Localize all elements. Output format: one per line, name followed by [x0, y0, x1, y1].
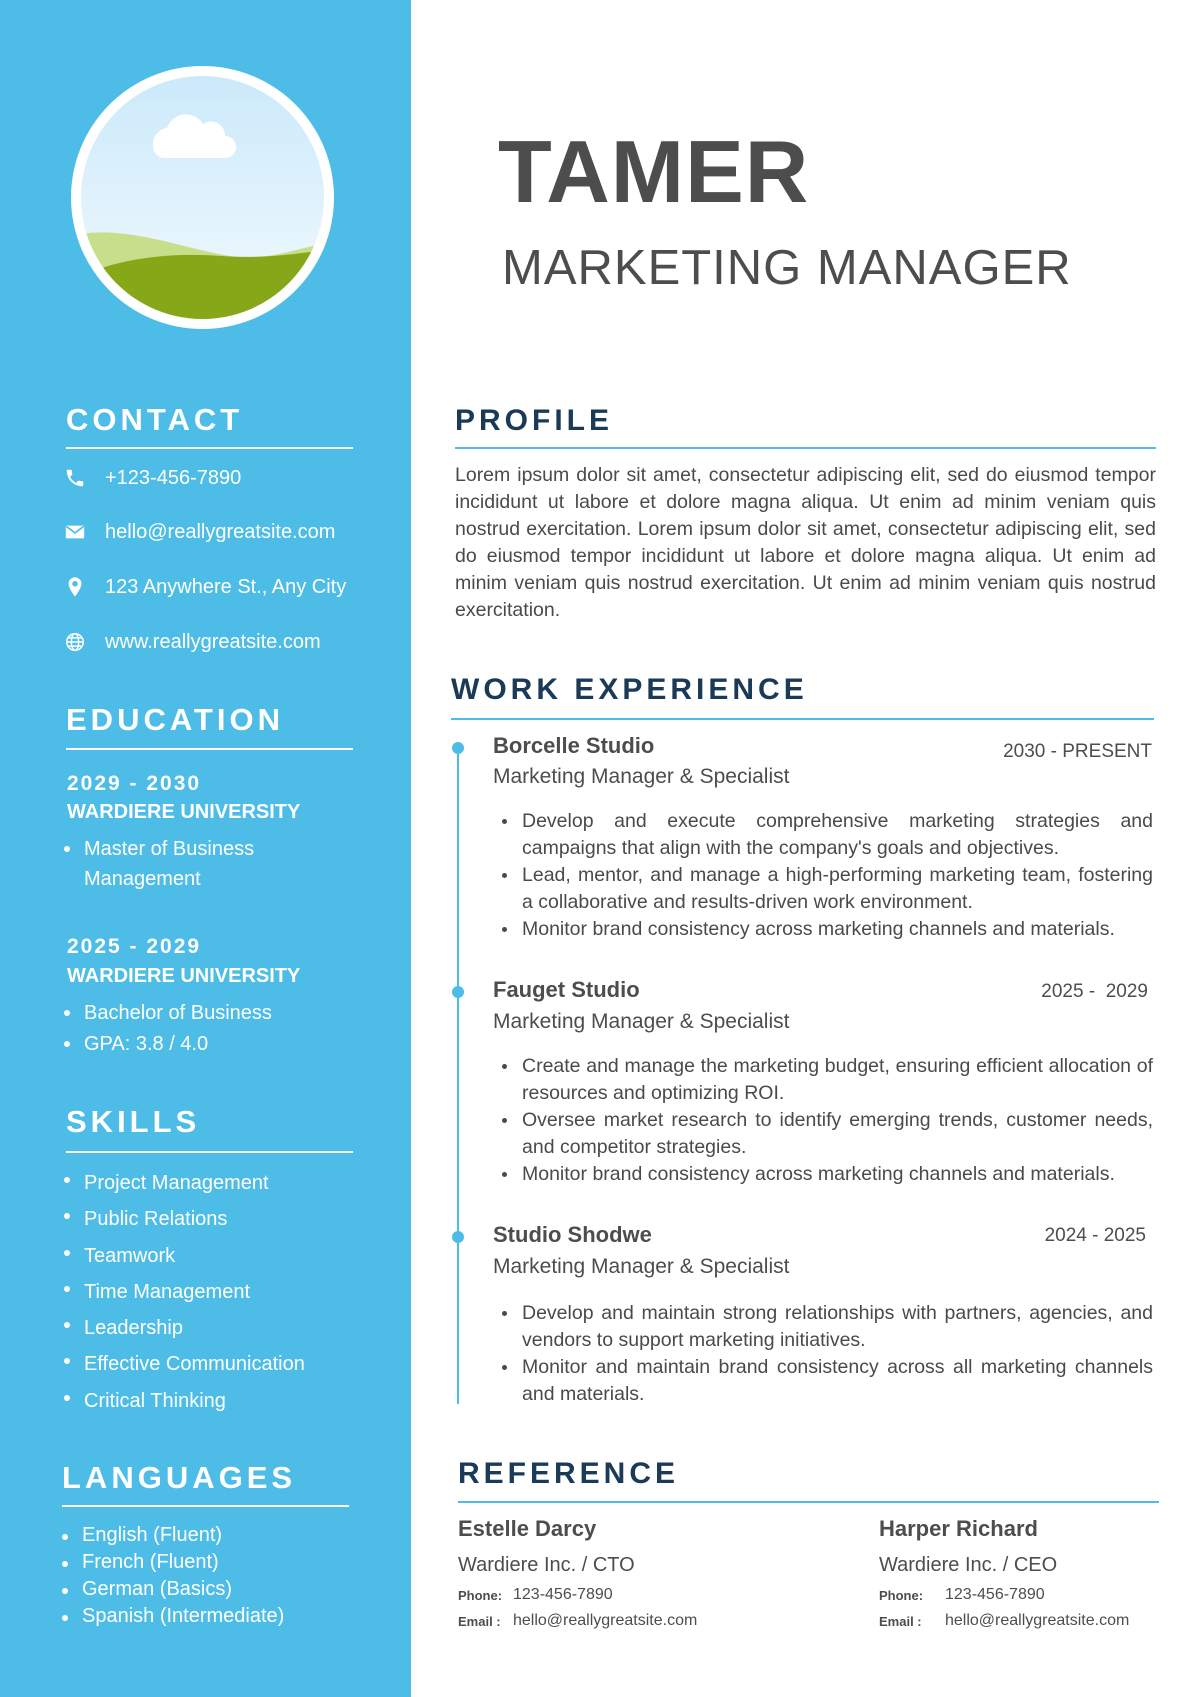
job-2-dates: 2025 - 2029: [1041, 981, 1148, 1002]
contact-address: [64, 572, 346, 602]
education-2-list: [64, 998, 344, 1060]
list-item: Public Relations: [64, 1201, 364, 1237]
person-name: TAMER: [498, 122, 810, 221]
reference-1-phone[interactable]: 123-456-7890: [513, 1586, 613, 1603]
list-item: Critical Thinking: [64, 1383, 364, 1419]
list-item: Monitor brand consistency across marketing channels and materials.: [502, 916, 1153, 943]
list-item: Spanish (Intermediate): [62, 1603, 362, 1630]
list-item: Project Management: [64, 1165, 364, 1201]
job-1-bullets: [502, 808, 1153, 943]
contact-website: [64, 627, 321, 657]
contact-address-text: 123 Anywhere St., Any City: [105, 575, 347, 598]
list-item: Time Management: [64, 1274, 364, 1310]
profile-text: Lorem ipsum dolor sit amet, consectetur adipiscing elit, sed do eiusmod tempor incididunt ut labore et dolore magna aliqua. Ut enim ad minim veniam quis nostrud exercitation. Lorem ipsum dolor sit amet, consectetur adipiscing elit, sed do eiusmod tempor incididunt ut labore et dolore magna aliqua. Ut enim ad minim veniam quis nostrud exercitation. Ut enim ad minim veniam quis nostrud exercitation.: [455, 464, 1156, 621]
list-item: English (Fluent): [62, 1522, 362, 1549]
job-2-bullets: [502, 1053, 1153, 1188]
profile-divider: [455, 447, 1156, 449]
map-pin-icon: [64, 576, 86, 598]
reference-2-name: Harper Richard: [879, 1516, 1038, 1541]
list-item: Master of Business Management: [64, 834, 314, 894]
education-divider: [66, 748, 353, 750]
list-item: Effective Communication: [64, 1346, 364, 1382]
reference-1-email[interactable]: hello@reallygreatsite.com: [513, 1612, 698, 1629]
job-2-company: Fauget Studio: [493, 977, 640, 1002]
job-3-dates: 2024 - 2025: [1044, 1225, 1146, 1246]
timeline-dot: [452, 1231, 464, 1243]
job-3-company: Studio Shodwe: [493, 1222, 652, 1247]
contact-divider: [66, 447, 353, 449]
reference-1-name: Estelle Darcy: [458, 1516, 597, 1541]
reference-1-company: Wardiere Inc. / CTO: [458, 1554, 635, 1576]
phone-icon: [64, 467, 86, 489]
contact-phone: [64, 463, 241, 493]
education-2-years: 2025 - 2029: [67, 935, 202, 958]
list-item: Monitor and maintain brand consistency across all marketing channels and materials.: [502, 1354, 1153, 1408]
job-3-title: Marketing Manager & Specialist: [493, 1255, 790, 1278]
timeline-dot: [452, 986, 464, 998]
languages-divider: [62, 1505, 349, 1507]
contact-website-text[interactable]: www.reallygreatsite.com: [105, 630, 321, 653]
contact-email: [64, 517, 335, 547]
list-item: Monitor brand consistency across marketing channels and materials.: [502, 1161, 1153, 1188]
reference-2-company: Wardiere Inc. / CEO: [879, 1554, 1058, 1576]
education-1-list: [64, 834, 314, 894]
reference-2-phone[interactable]: 123-456-7890: [945, 1586, 1045, 1603]
languages-list: [62, 1522, 362, 1630]
reference-1-phone-label: Phone:: [458, 1588, 503, 1603]
list-item: Develop and execute comprehensive marketing strategies and campaigns that align with the company's goals and objectives.: [502, 808, 1153, 862]
job-3-bullets: [502, 1300, 1153, 1408]
globe-icon: [64, 631, 86, 653]
work-experience-divider: [451, 718, 1154, 720]
job-1-dates: 2030 - PRESENT: [1003, 741, 1152, 762]
experience-timeline: [457, 748, 459, 1404]
education-heading: EDUCATION: [66, 702, 284, 737]
list-item: Leadership: [64, 1310, 364, 1346]
list-item: French (Fluent): [62, 1549, 362, 1576]
sidebar: [0, 0, 411, 1697]
list-item: Teamwork: [64, 1238, 364, 1274]
list-item: Bachelor of Business: [64, 998, 344, 1029]
timeline-dot: [452, 742, 464, 754]
contact-email-text[interactable]: hello@reallygreatsite.com: [105, 520, 336, 543]
list-item: Develop and maintain strong relationships with partners, agencies, and vendors to support marketing initiatives.: [502, 1300, 1153, 1354]
envelope-icon: [64, 521, 86, 543]
contact-heading: CONTACT: [66, 402, 244, 437]
skills-heading: SKILLS: [66, 1104, 201, 1139]
skills-divider: [66, 1151, 353, 1153]
job-1-company: Borcelle Studio: [493, 733, 655, 758]
landscape-placeholder-icon: [81, 76, 324, 319]
profile-heading: PROFILE: [455, 404, 614, 437]
education-2-university: WARDIERE UNIVERSITY: [67, 965, 301, 987]
reference-1-email-label: Email :: [458, 1614, 501, 1629]
contact-phone-text[interactable]: +123-456-7890: [105, 466, 242, 489]
job-2-title: Marketing Manager & Specialist: [493, 1010, 790, 1033]
skills-list: [64, 1165, 364, 1419]
job-1-title: Marketing Manager & Specialist: [493, 765, 790, 788]
languages-heading: LANGUAGES: [62, 1460, 297, 1495]
list-item: Create and manage the marketing budget, ensuring efficient allocation of resources and optimizing ROI.: [502, 1053, 1153, 1107]
list-item: German (Basics): [62, 1576, 362, 1603]
education-1-university: WARDIERE UNIVERSITY: [67, 801, 301, 823]
work-experience-heading: WORK EXPERIENCE: [451, 673, 808, 706]
reference-divider: [458, 1501, 1159, 1503]
reference-2-phone-label: Phone:: [879, 1588, 924, 1603]
person-role: MARKETING MANAGER: [502, 241, 1072, 295]
list-item: GPA: 3.8 / 4.0: [64, 1029, 344, 1060]
reference-2-email[interactable]: hello@reallygreatsite.com: [945, 1612, 1130, 1629]
education-1-years: 2029 - 2030: [67, 772, 202, 795]
reference-heading: REFERENCE: [458, 1457, 680, 1490]
reference-2-email-label: Email :: [879, 1614, 922, 1629]
list-item: Oversee market research to identify emerging trends, customer needs, and competitor strategies.: [502, 1107, 1153, 1161]
profile-photo: [71, 66, 334, 329]
list-item: Lead, mentor, and manage a high-performing marketing team, fostering a collaborative and results-driven work environment.: [502, 862, 1153, 916]
